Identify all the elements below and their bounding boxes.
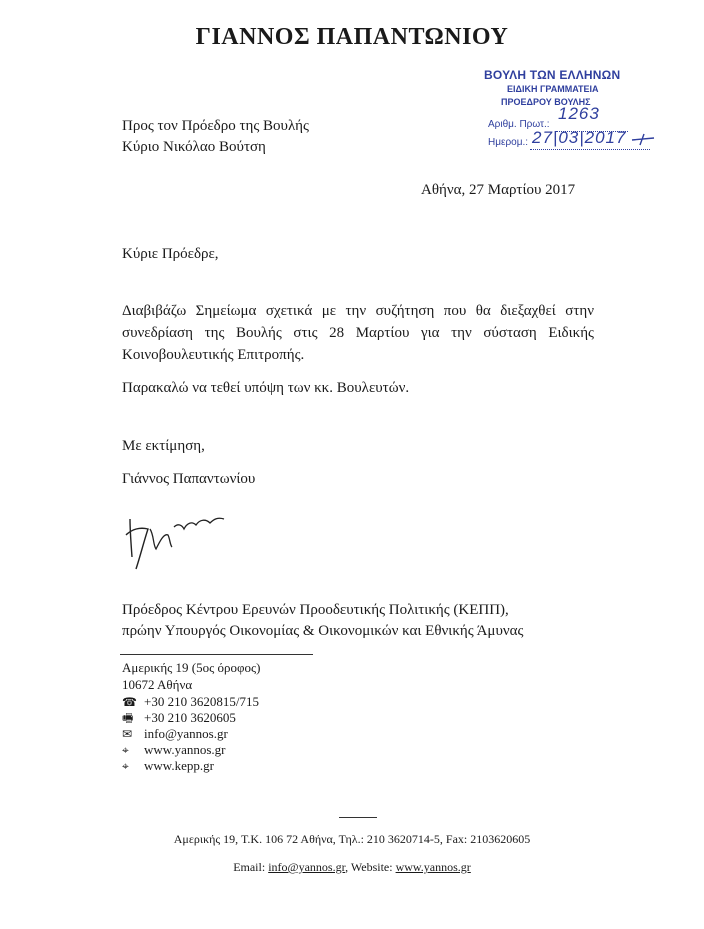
body-p1-line3: Κοινοβουλευτικής Επιτροπής. bbox=[122, 347, 305, 363]
contact-phone-row bbox=[122, 694, 259, 710]
recipient-line1: Προς τον Πρόεδρο της Βουλής bbox=[122, 118, 309, 134]
footer-divider bbox=[339, 817, 377, 818]
mouse-icon: ⌖ bbox=[122, 743, 129, 757]
fax-icon: 🖷 bbox=[122, 711, 134, 725]
contact-fax: +30 210 3620605 bbox=[144, 710, 236, 725]
contact-divider bbox=[120, 654, 313, 655]
footer-email-label: Email: bbox=[233, 860, 266, 874]
signatory-name: Γιάννος Παπαντωνίου bbox=[122, 471, 256, 487]
stamp-dept-line2: ΠΡΟΕΔΡΟΥ ΒΟΥΛΗΣ bbox=[501, 97, 591, 107]
footer-address: Αμερικής 19, Τ.Κ. 106 72 Αθήνα, Τηλ.: 210 3620714-5, Fax: 2103620605 bbox=[173, 832, 531, 846]
title-line1: Πρόεδρος Κέντρου Ερευνών Προοδευτικής Πολιτικής (ΚΕΠΠ), bbox=[122, 602, 509, 618]
body-p1-line1: Διαβιβάζω Σημείωμα σχετικά με την συζήτηση που θα διεξαχθεί στην bbox=[122, 303, 594, 319]
stamp-dept-line1: ΕΙΔΙΚΗ ΓΡΑΜΜΑΤΕΙΑ bbox=[507, 84, 599, 94]
stamp-dotted-line bbox=[530, 149, 650, 150]
envelope-icon: ✉ bbox=[122, 727, 133, 741]
body-p2: Παρακαλώ να τεθεί υπόψη των κκ. Βουλευτών. bbox=[122, 380, 410, 396]
contact-email[interactable]: info@yannos.gr bbox=[144, 726, 228, 741]
contact-web1[interactable]: www.yannos.gr bbox=[144, 742, 226, 757]
body-p1-line2: συνεδρίαση της Βουλής στις 28 Μαρτίου για την σύσταση Ειδικής bbox=[122, 325, 594, 341]
handwritten-signature bbox=[120, 505, 230, 577]
footer-website-link[interactable]: www.yannos.gr bbox=[395, 860, 471, 874]
stamp-protocol-number: 1263 bbox=[558, 104, 600, 123]
contact-web2[interactable]: www.kepp.gr bbox=[144, 758, 214, 773]
contact-address1: Αμερικής 19 (5ος όροφος) bbox=[122, 660, 261, 675]
closing: Με εκτίμηση, bbox=[122, 438, 205, 454]
recipient-line2: Κύριο Νικόλαο Βούτση bbox=[122, 139, 266, 155]
footer-website-label: , Website: bbox=[345, 860, 393, 874]
stamp-pen-stroke bbox=[630, 132, 656, 146]
contact-address2: 10672 Αθήνα bbox=[122, 677, 193, 692]
contact-phone: +30 210 3620815/715 bbox=[144, 694, 259, 709]
place-date: Αθήνα, 27 Μαρτίου 2017 bbox=[421, 182, 576, 198]
stamp-date-value: 27|03|2017 bbox=[532, 128, 627, 147]
letterhead-name: ΓΙΑΝΝΟΣ ΠΑΠΑΝΤΩΝΙΟΥ bbox=[195, 24, 509, 50]
footer-email-link[interactable]: info@yannos.gr bbox=[268, 860, 346, 874]
contact-web1-row bbox=[122, 742, 225, 758]
footer-links bbox=[0, 860, 704, 875]
stamp-date-label: Ημερομ.: bbox=[488, 137, 529, 148]
stamp-protocol-label: Αριθμ. Πρωτ.: bbox=[488, 119, 550, 130]
mouse-icon: ⌖ bbox=[122, 759, 129, 773]
contact-fax-row bbox=[122, 710, 236, 726]
contact-email-row bbox=[122, 726, 228, 742]
telephone-icon: ☎ bbox=[122, 695, 137, 709]
salutation: Κύριε Πρόεδρε, bbox=[122, 246, 219, 262]
stamp-org: ΒΟΥΛΗ ΤΩΝ ΕΛΛΗΝΩΝ bbox=[484, 68, 621, 82]
title-line2: πρώην Υπουργός Οικονομίας & Οικονομικών και Εθνικής Άμυνας bbox=[122, 623, 524, 639]
contact-web2-row bbox=[122, 758, 214, 774]
